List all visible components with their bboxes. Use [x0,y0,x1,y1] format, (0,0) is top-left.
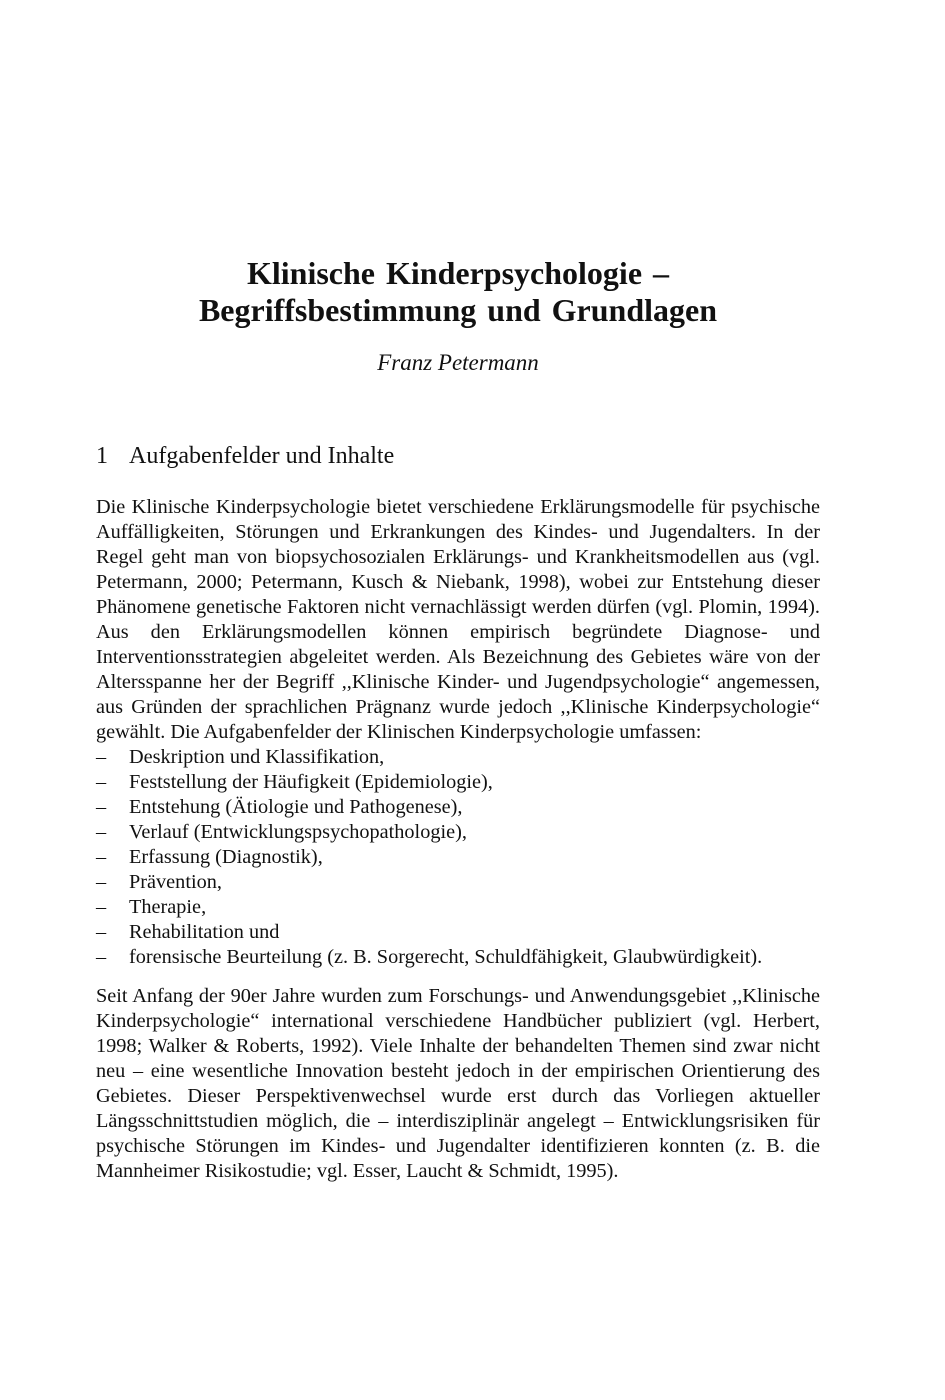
list-item [96,795,820,820]
list-item [96,745,820,770]
list-item-text: Erfassung (Diagnostik), [129,846,323,868]
task-list [96,745,820,970]
chapter-title-line-2: Begriffsbestimmung und Grundlagen [198,292,718,328]
body-paragraph-1: Die Klinische Kinderpsychologie bietet verschiedene Erklärungsmodelle für psychische Auffälligkeiten, Störungen und Erkrankungen des Kindes- und Jugendalters. In der Regel geht man von biopsychosozialen Erklärungs- und Krankheitsmodellen aus (vgl. Petermann, 2000; Petermann, Kusch & Niebank, 1998), wobei zur Entstehung dieser Phänomene genetische Faktoren nicht vernachlässigt werden dürfen (vgl. Plomin, 1994). Aus den Erklärungsmodellen können empirisch begründete Diagnose- und Interventionsstrategien abgeleitet werden. Als Bezeichnung des Gebietes wäre von der Altersspanne her der Begriff ,,Klinische Kinder- und Jugendpsychologie“ angemessen, aus Gründen der sprachlichen Prägnanz wurde jedoch ,,Klinische Kinderpsychologie“ gewählt. Die Aufgabenfelder der Klinischen Kinderpsychologie umfassen: [96,496,820,743]
list-dash: – [96,871,107,893]
list-item-text: Entstehung (Ätiologie und Pathogenese), [129,796,463,818]
section-number: 1 [96,443,108,469]
document-page [96,255,820,1184]
list-item [96,770,820,795]
list-dash: – [96,771,107,793]
list-item-text: Prävention, [129,871,222,893]
list-dash: – [96,946,107,968]
list-dash: – [96,821,107,843]
chapter-title [96,255,820,329]
list-item [96,945,820,970]
list-dash: – [96,846,107,868]
list-dash: – [96,921,107,943]
list-item-text: Verlauf (Entwicklungspsychopathologie), [129,821,467,843]
list-dash: – [96,896,107,918]
chapter-title-line-1: Klinische Kinderpsychologie – [246,255,670,291]
body-paragraph-2: Seit Anfang der 90er Jahre wurden zum Forschungs- und Anwendungsgebiet ,,Klinische Kinderpsychologie“ international verschiedene Handbücher publiziert (vgl. Herbert, 1998; Walker & Roberts, 1992). Viele Inhalte der behandelten Themen sind zwar nicht neu – eine wesentliche Innovation besteht jedoch in der empirischen Orientierung des Gebietes. Dieser Perspektivenwechsel wurde erst durch das Vorliegen aktueller Längsschnittstudien möglich, die – interdisziplinär angelegt – Entwicklungsrisiken für psychische Störungen im Kindes- und Jugendalter identifizieren konnten (z. B. die Mannheimer Risikostudie; vgl. Esser, Laucht & Schmidt, 1995). [96,985,820,1182]
list-item-text: Therapie, [129,896,207,918]
list-item [96,870,820,895]
list-item [96,920,820,945]
list-dash: – [96,796,107,818]
list-item-text: Deskription und Klassifikation, [129,746,385,768]
list-item-text: forensische Beurteilung (z. B. Sorgerecht, Schuldfähigkeit, Glaubwürdigkeit). [129,946,763,968]
list-dash: – [96,746,107,768]
list-item [96,820,820,845]
author-name: Franz Petermann [377,350,539,375]
list-item-text: Feststellung der Häufigkeit (Epidemiologie), [129,771,493,793]
list-item-text: Rehabilitation und [129,921,280,943]
list-item [96,895,820,920]
section-heading [96,442,820,470]
section-title: Aufgabenfelder und Inhalte [129,443,395,469]
list-item [96,845,820,870]
